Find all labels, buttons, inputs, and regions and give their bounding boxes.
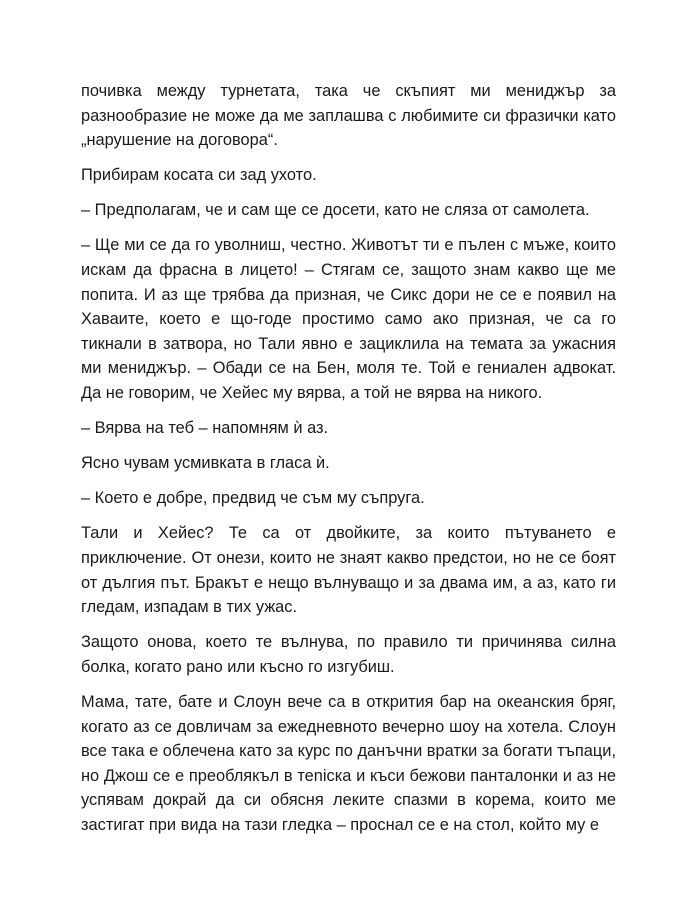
paragraph: Тали и Хейес? Те са от двойките, за които пътуването е приключение. От онези, които не знаят какво предстои, но не се боят от дългия път. Бракът е нещо вълнуващо и за двама им, а аз, като ги гледам, изпадам в тих ужас. [81, 524, 616, 617]
paragraph: Защото онова, което те вълнува, по правило ти причинява силна болка, когато рано или късно го изгубиш. [81, 633, 616, 676]
paragraph: – Което е добре, предвид че съм му съпруга. [81, 489, 425, 508]
paragraph: Ясно чувам усмивката в гласа ѝ. [81, 454, 330, 473]
paragraph: – Вярва на теб – напомням ѝ аз. [81, 419, 329, 438]
paragraph: почивка между турнетата, така че скъпият ми мениджър за разнообразие не може да ме заплашва с любимите си фразички като „нарушение на договора“. [81, 82, 616, 150]
paragraph: Мама, тате, бате и Слоун вече са в открития бар на океанския бряг, когато аз се довличам за ежедневното вечерно шоу на хотела. Слоун все така е облечена като за курс по данъчни вратки за богати тъпаци, но Джош се е преоблякъл в теniска и къси бежови панталонки и аз не успявам докрай да си обясня леките спазми в корема, които ме застигат при вида на тази гледка – проснал се е на стол, който му е [81, 692, 616, 834]
body-text [81, 79, 616, 848]
paragraph: Прибирам косата си зад ухото. [81, 166, 317, 185]
paragraph: – Предполагам, че и сам ще се досети, като не сляза от самолета. [81, 201, 590, 220]
paragraph: – Ще ми се да го уволниш, честно. Животът ти е пълен с мъже, които искам да фрасна в лицето! – Стягам се, защото знам какво ще ме попита. И аз ще трябва да призная, че Сикс дори не се е появил на Хаваите, което е що-годе простимо само ако призная, че са го тикнали в затвора, но Тали явно е зациклила на темата за ужасния ми мениджър. – Обади се на Бен, моля те. Той е гениален адвокат. Да не говорим, че Хейес му вярва, а той не вярва на никого. [81, 236, 616, 403]
